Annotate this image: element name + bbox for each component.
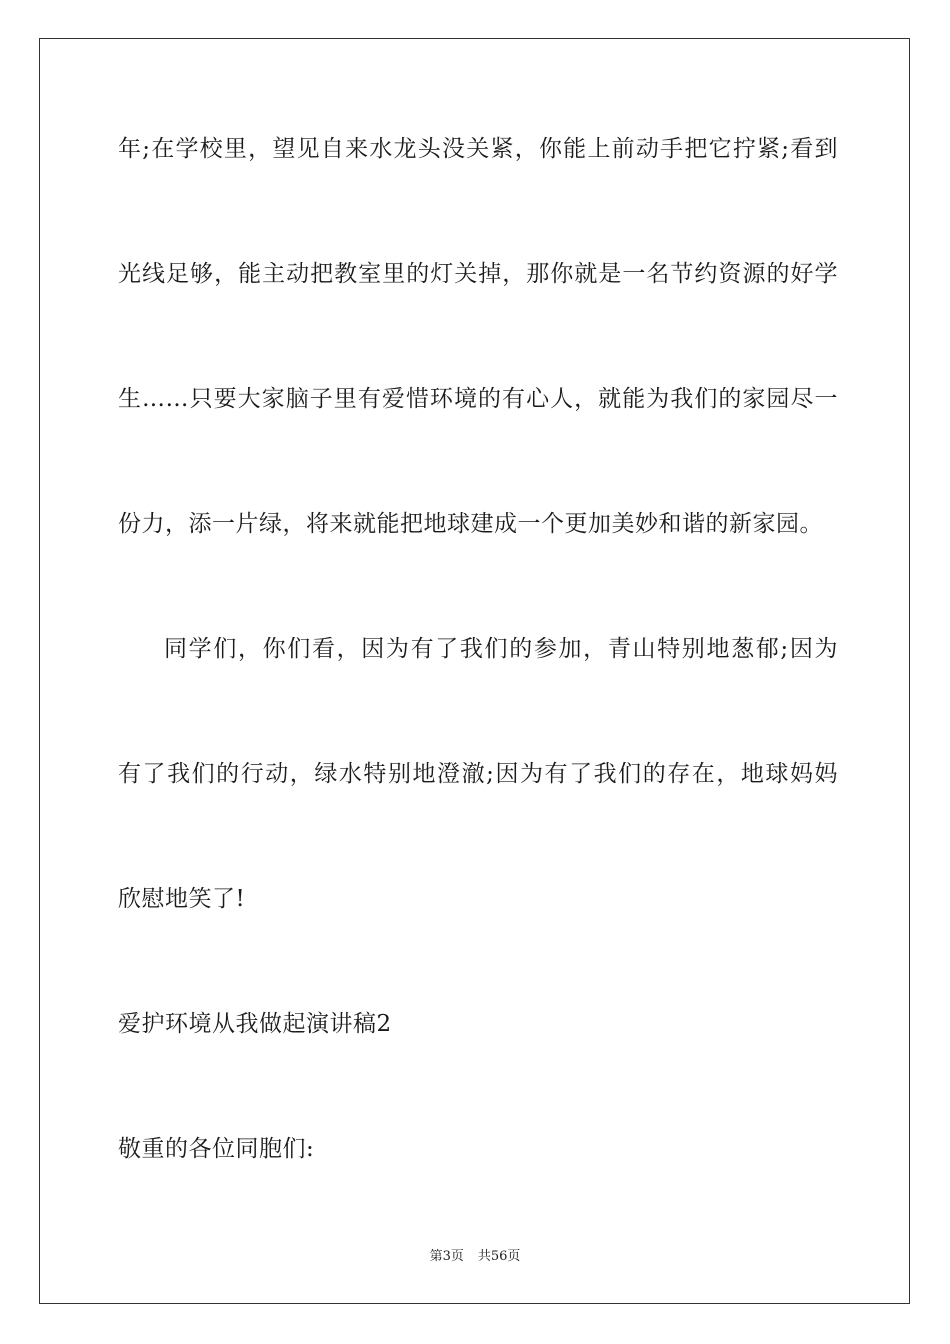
body-line: 有了我们的行动，绿水特别地澄澈;因为有了我们的存在，地球妈妈 (118, 761, 838, 787)
body-line: 光线足够，能主动把教室里的灯关掉，那你就是一名节约资源的好学 (118, 261, 838, 287)
page-border (39, 38, 910, 1304)
page-total: 共56页 (477, 1249, 521, 1264)
body-line: 欣慰地笑了! (118, 886, 246, 912)
paragraph-first-line: 同学们，你们看，因为有了我们的参加，青山特别地葱郁;因为 (164, 636, 838, 662)
page-footer (0, 1248, 950, 1266)
body-line: 年;在学校里，望见自来水龙头没关紧，你能上前动手把它拧紧;看到 (118, 136, 838, 162)
salutation: 敬重的各位同胞们: (118, 1136, 315, 1162)
section-title: 爱护环境从我做起演讲稿2 (118, 1011, 392, 1037)
body-line: 份力，添一片绿，将来就能把地球建成一个更加美妙和谐的新家园。 (118, 511, 823, 537)
page-number: 第3页 (429, 1249, 464, 1264)
body-line: 生……只要大家脑子里有爱惜环境的有心人，就能为我们的家园尽一 (118, 386, 838, 412)
